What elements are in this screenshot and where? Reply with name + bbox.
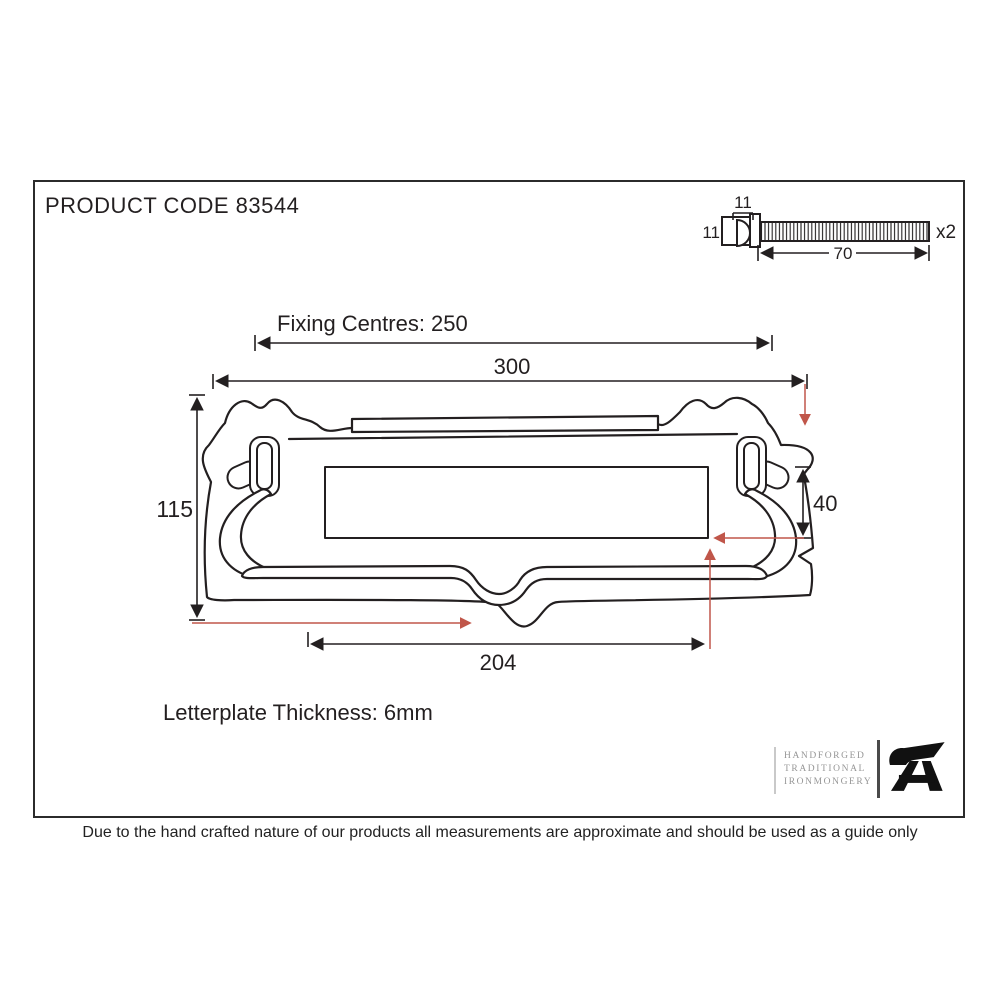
slot-height-value: 40 xyxy=(813,491,838,516)
overall-height-value: 115 xyxy=(156,496,193,522)
letter-slot xyxy=(325,467,708,538)
logo-line-3: IRONMONGERY xyxy=(783,776,873,787)
screw-head-height-value: 11 xyxy=(702,223,720,242)
screw-length-value: 70 xyxy=(833,244,853,263)
slot-width-value: 204 xyxy=(479,650,517,675)
screw-diagram xyxy=(722,213,929,263)
fixing-centres-label: Fixing Centres: 250 xyxy=(277,311,468,336)
anvil-icon xyxy=(886,739,946,799)
product-code-label: PRODUCT CODE 83544 xyxy=(45,193,300,218)
logo-right-rule xyxy=(877,740,880,798)
logo-line-1: HANDFORGED xyxy=(783,750,866,761)
disclaimer-text: Due to the hand crafted nature of our products all measurements are approximate and should be used as a guide only xyxy=(82,824,918,841)
fixing-centres-dimension xyxy=(255,335,772,351)
slot-width-dimension xyxy=(308,632,703,647)
overall-width-value: 300 xyxy=(493,354,531,379)
flap-bar xyxy=(352,416,658,432)
logo-line-2: TRADITIONAL xyxy=(783,763,866,774)
logo-wordmark xyxy=(784,750,875,789)
screw-quantity-label: x2 xyxy=(936,222,957,243)
logo-left-rule xyxy=(774,747,776,794)
brand-logo xyxy=(774,738,946,800)
screw-head-width-value: 11 xyxy=(734,193,752,212)
thickness-label: Letterplate Thickness: 6mm xyxy=(163,700,433,725)
letterplate-drawing xyxy=(203,398,813,627)
